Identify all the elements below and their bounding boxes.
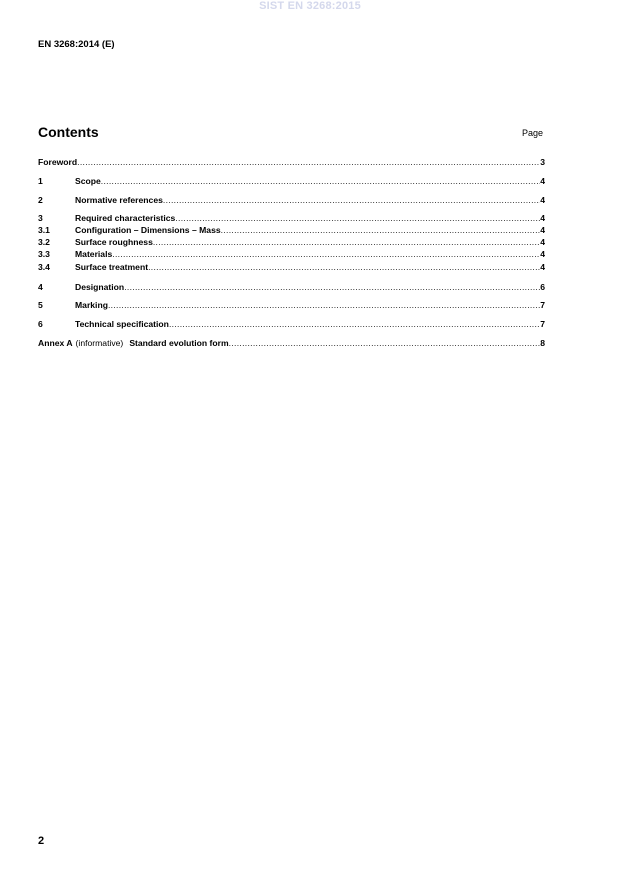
toc-entry-page: 4 — [540, 225, 545, 235]
toc-entry-number: 3.1 — [38, 225, 50, 235]
toc-entry-number: 5 — [38, 300, 43, 310]
toc-leader-dots — [124, 282, 540, 292]
toc-leader-dots — [163, 195, 540, 205]
toc-entry-required-characteristics[interactable] — [38, 213, 545, 225]
toc-entry-title: Normative references — [75, 195, 163, 205]
toc-entry-annex-a[interactable] — [38, 338, 545, 350]
toc-entry-title: Materials — [75, 249, 113, 259]
toc-entry-page: 4 — [540, 262, 545, 272]
toc-entry-number: 1 — [38, 176, 43, 186]
toc-leader-dots — [229, 338, 541, 348]
toc-leader-dots — [77, 157, 540, 167]
toc-entry-technical-specification[interactable] — [38, 319, 545, 331]
annex-label: Annex A — [38, 338, 73, 348]
toc-entry-number: 6 — [38, 319, 43, 329]
toc-entry-page: 8 — [540, 338, 545, 348]
toc-entry-title: Technical specification — [75, 319, 169, 329]
toc-entry-page: 4 — [540, 176, 545, 186]
toc-entry-page: 4 — [540, 195, 545, 205]
toc-entry-title: Surface treatment — [75, 262, 149, 272]
toc-entry-number: 4 — [38, 282, 43, 292]
toc-entry-page: 4 — [540, 237, 545, 247]
annex-title: Standard evolution form — [129, 338, 229, 348]
toc-entry-scope[interactable] — [38, 176, 545, 188]
toc-entry-number: 3.2 — [38, 237, 50, 247]
toc-entry-page: 4 — [540, 249, 545, 259]
toc-entry-title: Marking — [75, 300, 108, 310]
toc-entry-number: 3.3 — [38, 249, 50, 259]
annex-qualifier: (informative) — [75, 338, 124, 348]
toc-entry-title: Configuration – Dimensions – Mass — [75, 225, 221, 235]
toc-leader-dots — [175, 213, 540, 223]
toc-entry-number: 2 — [38, 195, 43, 205]
toc-entry-marking[interactable] — [38, 300, 545, 312]
toc-entry-designation[interactable] — [38, 282, 545, 294]
toc-leader-dots — [169, 319, 540, 329]
toc-entry-surface-roughness[interactable] — [38, 237, 545, 249]
toc-entry-materials[interactable] — [38, 249, 545, 261]
page-column-label: Page — [522, 128, 544, 138]
toc-entry-title: Surface roughness — [75, 237, 153, 247]
toc-entry-page: 3 — [540, 157, 545, 167]
toc-entry-page: 6 — [540, 282, 545, 292]
toc-leader-dots — [108, 300, 540, 310]
toc-leader-dots — [148, 262, 540, 272]
page-number: 2 — [38, 835, 45, 847]
toc-entry-normative-references[interactable] — [38, 195, 545, 207]
toc-entry-page: 7 — [540, 300, 545, 310]
toc-entry-title: Designation — [75, 282, 125, 292]
toc-entry-surface-treatment[interactable] — [38, 262, 545, 274]
toc-entry-title: Foreword — [38, 157, 78, 167]
toc-entry-page: 7 — [540, 319, 545, 329]
contents-heading: Contents — [38, 124, 99, 140]
watermark: SIST EN 3268:2015 — [259, 0, 361, 12]
toc-entry-title: Required characteristics — [75, 213, 176, 223]
document-identifier: EN 3268:2014 (E) — [38, 39, 115, 50]
toc-leader-dots — [112, 249, 540, 259]
toc-entry-configuration[interactable] — [38, 225, 545, 237]
toc-entry-number: 3 — [38, 213, 43, 223]
toc-entry-page: 4 — [540, 213, 545, 223]
toc-leader-dots — [153, 237, 540, 247]
toc-leader-dots — [221, 225, 541, 235]
toc-entry-foreword[interactable] — [38, 157, 545, 169]
toc-leader-dots — [101, 176, 540, 186]
toc-entry-number: 3.4 — [38, 262, 50, 272]
toc-entry-title: Scope — [75, 176, 101, 186]
